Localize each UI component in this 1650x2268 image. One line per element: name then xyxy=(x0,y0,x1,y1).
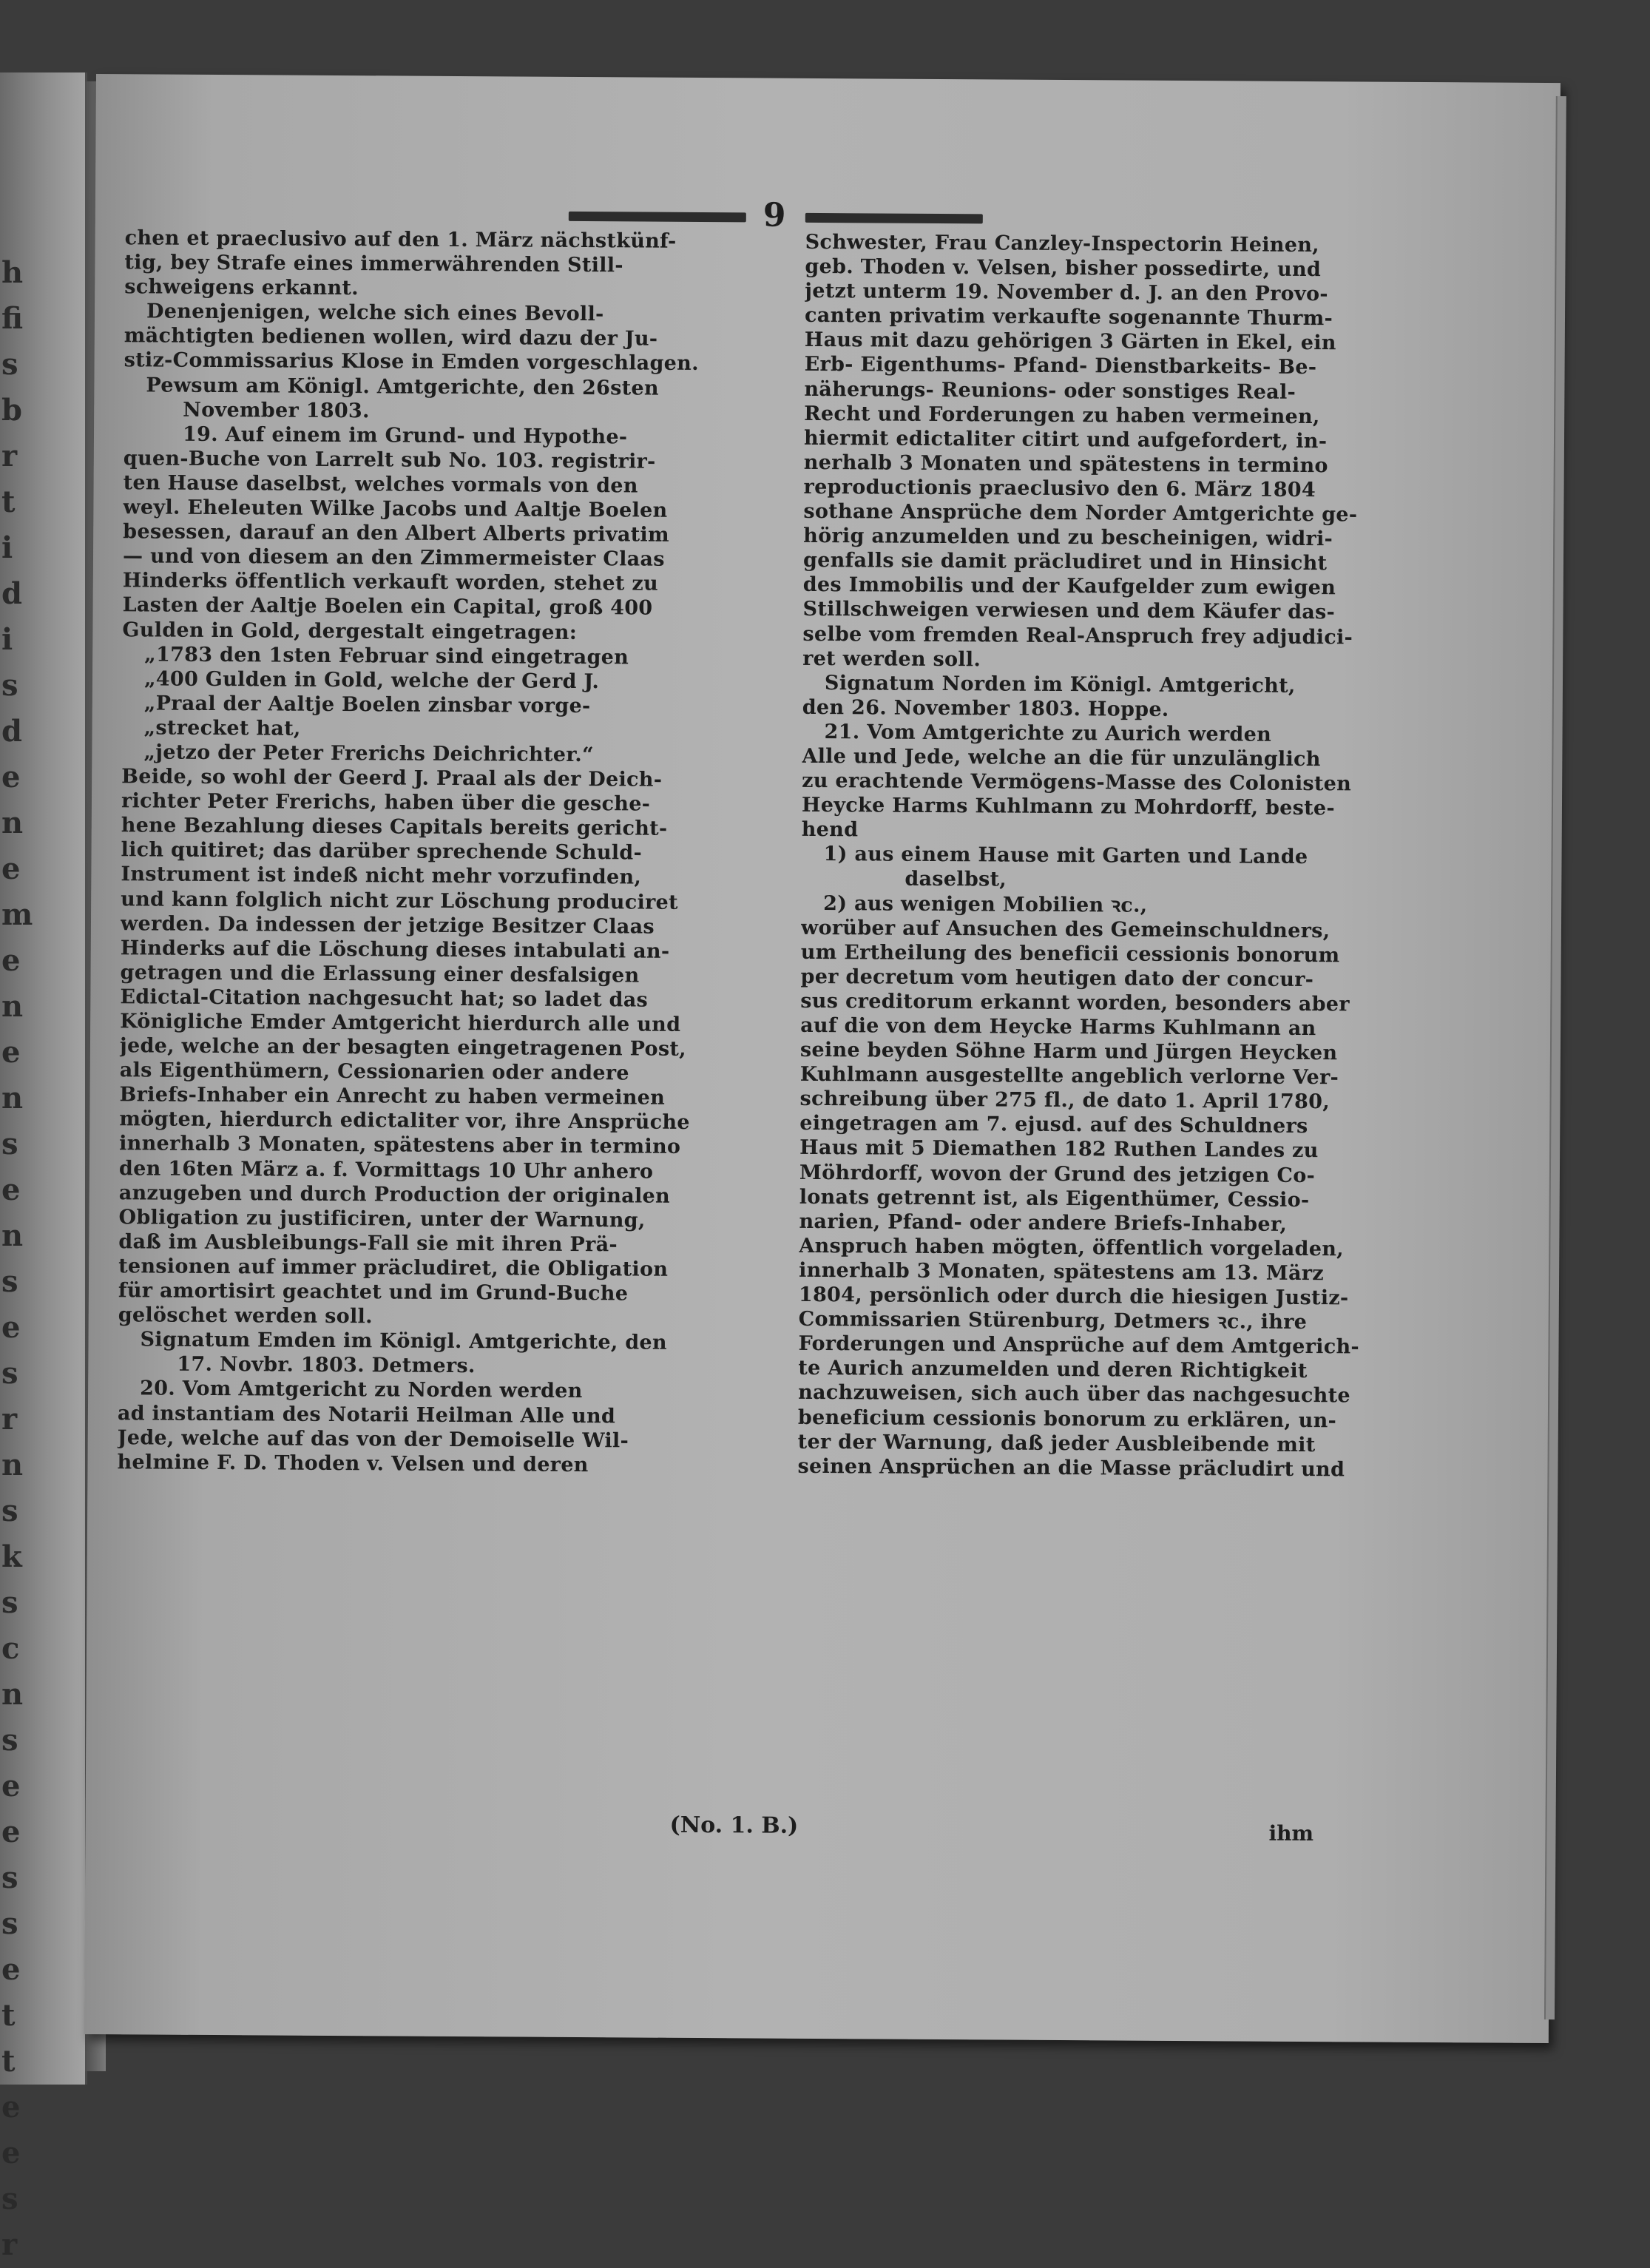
text-line: und kann folglich nicht zur Löschung produciret xyxy=(121,887,678,914)
text-line: Erb- Eigenthums- Pfand- Dienstbarkeits- Be- xyxy=(804,353,1317,379)
text-line: Haus mit 5 Diemathen 182 Ruthen Landes zu xyxy=(799,1136,1319,1163)
text-line: 20. Vom Amtgericht zu Norden werden xyxy=(140,1377,583,1403)
text-line: Recht und Forderungen zu haben vermeinen, xyxy=(804,402,1320,428)
text-line: den 26. November 1803. Hoppe. xyxy=(802,695,1169,721)
catchword: ihm xyxy=(1268,1820,1314,1846)
text-line: „strecket hat, xyxy=(143,716,301,740)
text-line: tig, bey Strafe eines immerwährenden Still- xyxy=(124,251,623,277)
margin-fragment: s xyxy=(1,347,18,382)
margin-fragment: n xyxy=(1,1448,24,1482)
text-line: canten privatim verkaufte sogenannte Thurm- xyxy=(804,304,1333,331)
text-line: reproductionis praeclusivo den 6. März 1804 xyxy=(803,475,1316,502)
text-line: — und von diesem an den Zimmermeister Claas xyxy=(122,544,665,571)
text-line: 1804, persönlich oder durch die hiesigen Justiz- xyxy=(798,1283,1349,1310)
text-line: Anspruch haben mögten, öffentlich vorgeladen, xyxy=(799,1234,1344,1261)
text-line: lich quitiret; das darüber sprechende Schuld- xyxy=(121,838,643,865)
margin-fragment: e xyxy=(1,1769,21,1803)
text-line: „1783 den 1sten Februar sind eingetragen xyxy=(144,643,629,669)
page-edge xyxy=(1544,96,1566,2019)
margin-fragment: r xyxy=(1,2227,18,2262)
margin-fragment: s xyxy=(1,1264,18,1299)
text-line: um Ertheilung des beneficii cessionis bonorum xyxy=(800,940,1340,968)
text-line: getragen und die Erlassung einer desfalsigen xyxy=(120,961,640,988)
text-line: Obligation zu justificiren, unter der Warnung, xyxy=(118,1205,646,1232)
text-line: quen-Buche von Larrelt sub No. 103. registrir- xyxy=(123,447,656,473)
text-line: hend xyxy=(801,818,859,842)
margin-fragment: i xyxy=(1,530,13,565)
margin-fragment: n xyxy=(1,1081,24,1116)
text-line: 19. Auf einem im Grund- und Hypothe- xyxy=(182,422,628,449)
text-line: anzugeben und durch Production der originalen xyxy=(118,1181,671,1208)
text-line: narien, Pfand- oder andere Briefs-Inhaber, xyxy=(799,1209,1288,1236)
text-line: den 16ten März a. f. Vormittags 10 Uhr anhero xyxy=(118,1156,654,1184)
text-line: zu erachtende Vermögens-Masse des Colonisten xyxy=(802,769,1352,796)
text-line: innerhalb 3 Monaten, spätestens aber in termino xyxy=(119,1132,681,1159)
text-line: 1) aus einem Hause mit Garten und Lande xyxy=(823,843,1308,869)
margin-fragment: t xyxy=(1,1998,16,2033)
text-line: jetzt unterm 19. November d. J. an den Provo- xyxy=(805,280,1328,306)
margin-fragment: s xyxy=(1,668,18,703)
text-line: Stillschweigen verwiesen und dem Käufer das- xyxy=(802,598,1336,624)
margin-fragment: e xyxy=(1,1035,21,1070)
text-line: Commissarien Stürenburg, Detmers ꝛc., ihre xyxy=(798,1307,1308,1334)
margin-fragment: s xyxy=(1,2181,18,2216)
text-line: weyl. Eheleuten Wilke Jacobs und Aaltje Boelen xyxy=(123,496,668,522)
text-line: mögten, hierdurch edictaliter vor, ihre Ansprüche xyxy=(119,1107,690,1135)
text-line: werden. Da indessen der jetzige Besitzer Claas xyxy=(120,911,655,939)
text-line: Signatum Norden im Königl. Amtgericht, xyxy=(824,671,1296,698)
text-line: Hinderks öffentlich verkauft worden, stehet zu xyxy=(122,569,659,595)
margin-fragment: s xyxy=(1,1585,18,1620)
text-line: ad instantiam des Notarii Heilman Alle und xyxy=(117,1401,616,1428)
margin-fragment: c xyxy=(1,1631,20,1666)
text-line: innerhalb 3 Monaten, spätestens am 13. März xyxy=(799,1258,1325,1286)
margin-fragment: r xyxy=(1,439,18,473)
text-line: schreibung über 275 fl., de dato 1. April 1780, xyxy=(799,1087,1331,1114)
text-line: hiermit edictaliter citirt und aufgefordert, in- xyxy=(803,426,1328,453)
text-line: 21. Vom Amtgerichte zu Aurich werden xyxy=(824,720,1272,746)
signature-mark: (No. 1. B.) xyxy=(669,1812,799,1839)
margin-fragment: n xyxy=(1,989,24,1024)
text-line: „400 Gulden in Gold, welche der Gerd J. xyxy=(143,667,600,693)
margin-fragment: k xyxy=(1,1539,22,1574)
margin-fragment: b xyxy=(1,393,22,428)
text-line: November 1803. xyxy=(183,398,370,422)
text-line: ter der Warnung, daß jeder Ausbleibende mit xyxy=(797,1430,1316,1457)
text-line: seinen Ansprüchen an die Masse präcludirt und xyxy=(797,1454,1345,1482)
margin-fragment: e xyxy=(1,2136,21,2170)
text-line: daß im Ausbleibungs-Fall sie mit ihren Prä- xyxy=(118,1230,618,1257)
document-page xyxy=(84,74,1561,2043)
text-line: Signatum Emden im Königl. Amtgerichte, den xyxy=(140,1328,667,1354)
text-line: für amortisirt geachtet und im Grund-Buche xyxy=(118,1279,629,1306)
margin-fragment: t xyxy=(1,2044,16,2079)
text-line: seine beyden Söhne Harm und Jürgen Heycken xyxy=(799,1038,1338,1065)
text-line: ret werden soll. xyxy=(802,647,981,671)
text-line: 2) aus wenigen Mobilien ꝛc., xyxy=(823,891,1148,917)
text-line: Haus mit dazu gehörigen 3 Gärten in Ekel, ein xyxy=(804,328,1336,355)
text-line: Schwester, Frau Canzley-Inspectorin Heinen, xyxy=(805,230,1319,257)
left-facing-page xyxy=(0,72,87,2262)
margin-fragment: r xyxy=(1,1402,18,1437)
margin-fragment: d xyxy=(1,576,22,611)
text-line: te Aurich anzumelden und deren Richtigkeit xyxy=(798,1357,1308,1383)
text-line: des Immobilis und der Kaufgelder zum ewigen xyxy=(802,573,1336,600)
text-line: Königliche Emder Amtgericht hierdurch alle und xyxy=(120,1010,681,1036)
margin-fragment: s xyxy=(1,1494,18,1528)
margin-fragment: e xyxy=(1,1310,21,1345)
left-page-margin-text xyxy=(1,250,33,2268)
text-line: als Eigenthümern, Cessionarien oder andere xyxy=(119,1059,629,1085)
page-number: 9 xyxy=(763,196,786,234)
text-line: ten Hause daselbst, welches vormals von den xyxy=(123,471,638,498)
text-line: richter Peter Frerichs, haben über die gesche- xyxy=(121,789,651,816)
text-line: lonats getrennt ist, als Eigenthümer, Cessio- xyxy=(799,1185,1310,1212)
right-text-column xyxy=(797,230,1455,1482)
text-line: Pewsum am Königl. Amtgerichte, den 26sten xyxy=(146,373,659,400)
text-line: hene Bezahlung dieses Capitals bereits gericht- xyxy=(121,814,668,840)
text-line: worüber auf Ansuchen des Gemeinschuldners, xyxy=(800,916,1331,942)
margin-fragment: fi xyxy=(1,301,24,336)
text-line: Heycke Harms Kuhlmann zu Mohrdorff, beste- xyxy=(801,794,1336,820)
text-line: nachzuweisen, sich auch über das nachgesuchte xyxy=(798,1381,1350,1408)
text-line: Möhrdorff, wovon der Grund des jetzigen Co- xyxy=(799,1161,1316,1187)
margin-fragment: t xyxy=(1,485,16,519)
margin-fragment: e xyxy=(1,851,21,886)
text-line: Edictal-Citation nachgesucht hat; so ladet das xyxy=(120,985,649,1012)
text-line: geb. Thoden v. Velsen, bisher possedirte, und xyxy=(805,254,1322,282)
margin-fragment: s xyxy=(1,1906,18,1941)
text-line: per decretum vom heutigen dato der concur- xyxy=(800,965,1314,991)
text-line: stiz-Commissarius Klose in Emden vorgeschlagen. xyxy=(124,348,699,376)
text-line: selbe vom fremden Real-Anspruch frey adjudici- xyxy=(802,622,1353,649)
text-line: schweigens erkannt. xyxy=(124,275,359,300)
margin-fragment: d xyxy=(1,714,22,749)
text-line: „jetzo der Peter Frerichs Deichrichter.“ xyxy=(143,740,594,767)
margin-fragment: n xyxy=(1,1677,24,1712)
text-line: auf die von dem Heycke Harms Kuhlmann an xyxy=(800,1013,1316,1041)
text-line: mächtigten bedienen wollen, wird dazu der Ju- xyxy=(124,324,658,351)
text-line: genfalls sie damit präcludiret und in Hinsicht xyxy=(802,549,1328,576)
margin-fragment: m xyxy=(1,897,33,932)
text-line: sus creditorum erkannt worden, besonders aber xyxy=(800,989,1350,1016)
text-line: Lasten der Aaltje Boelen ein Capital, groß 400 xyxy=(122,593,653,621)
text-line: sothane Ansprüche dem Norder Amtgerichte ge- xyxy=(803,499,1358,527)
margin-fragment: e xyxy=(1,1815,21,1849)
margin-fragment: e xyxy=(1,1952,21,1987)
text-line: Alle und Jede, welche an die für unzulänglich xyxy=(802,744,1321,772)
header-rule-left xyxy=(569,212,746,222)
text-line: 17. Novbr. 1803. Detmers. xyxy=(177,1353,476,1378)
text-line: tensionen auf immer präcludiret, die Obligation xyxy=(118,1255,669,1281)
margin-fragment: e xyxy=(1,760,21,794)
margin-fragment: s xyxy=(1,1356,18,1391)
text-line: nerhalb 3 Monaten und spätestens in termino xyxy=(803,450,1328,478)
text-line: besessen, darauf an den Albert Alberts privatim xyxy=(123,520,669,547)
margin-fragment: n xyxy=(1,1218,24,1253)
header-rule-right xyxy=(805,213,983,223)
margin-fragment: e xyxy=(1,943,21,978)
text-line: eingetragen am 7. ejusd. auf des Schuldners xyxy=(799,1112,1308,1138)
text-line: hörig anzumelden und zu bescheinigen, widri- xyxy=(803,524,1333,551)
margin-fragment: s xyxy=(1,1860,18,1895)
text-line: näherungs- Reunions- oder sonstiges Real- xyxy=(804,377,1296,404)
margin-fragment: s xyxy=(1,1127,18,1161)
text-line: „Praal der Aaltje Boelen zinsbar vorge- xyxy=(143,692,591,718)
text-line: Instrument ist indeß nicht mehr vorzufinden, xyxy=(121,863,642,889)
text-line: Beide, so wohl der Geerd J. Praal als der Deich- xyxy=(121,765,663,792)
margin-fragment: n xyxy=(1,806,24,840)
text-line: Jede, welche auf das von der Demoiselle Wil- xyxy=(117,1425,629,1453)
margin-fragment: s xyxy=(1,1723,18,1758)
margin-fragment: h xyxy=(1,255,24,290)
text-line: Kuhlmann ausgestellte angeblich verlorne Ver- xyxy=(799,1063,1339,1090)
margin-fragment: e xyxy=(1,2090,21,2124)
text-line: Forderungen und Ansprüche auf dem Amtgerich- xyxy=(798,1332,1360,1359)
text-line: Gulden in Gold, dergestalt eingetragen: xyxy=(122,618,578,644)
text-line: daselbst, xyxy=(905,868,1007,891)
margin-fragment: i xyxy=(1,622,13,657)
text-line: Hinderks auf die Löschung dieses intabulati an- xyxy=(120,936,670,963)
text-line: helmine F. D. Thoden v. Velsen und deren xyxy=(117,1450,589,1476)
text-line: beneficium cessionis bonorum zu erklären, un- xyxy=(797,1405,1337,1432)
margin-fragment: e xyxy=(1,1172,21,1207)
text-line: Briefs-Inhaber ein Anrecht zu haben vermeinen xyxy=(119,1083,666,1110)
left-text-column xyxy=(117,226,790,1478)
text-line: chen et praeclusivo auf den 1. März nächstkünf- xyxy=(124,226,677,253)
text-line: jede, welche an der besagten eingetragenen Post, xyxy=(119,1034,686,1061)
text-line: Denenjenigen, welche sich eines Bevoll- xyxy=(146,300,604,326)
text-line: gelöschet werden soll. xyxy=(118,1303,373,1329)
